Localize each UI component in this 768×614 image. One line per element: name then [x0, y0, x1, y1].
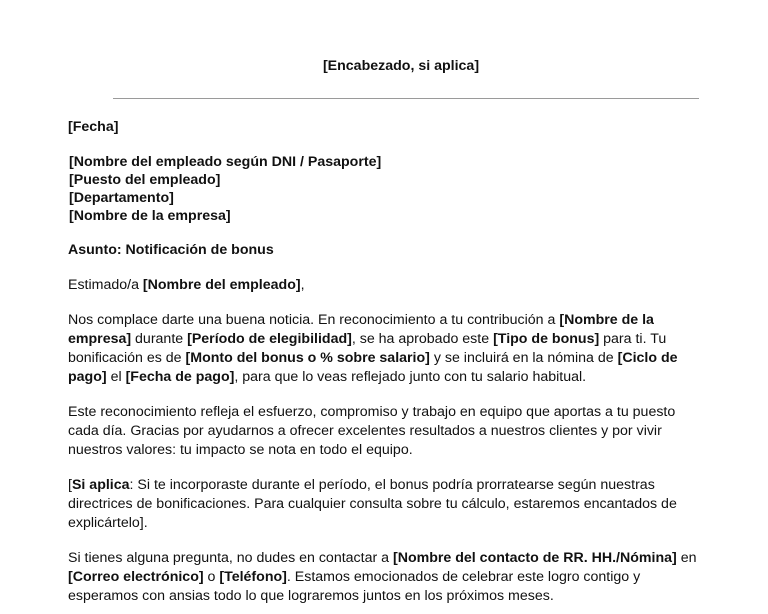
- header-divider: [113, 98, 699, 99]
- recipient-position: [Puesto del empleado]: [69, 172, 221, 188]
- subject-line: Asunto: Notificación de bonus: [68, 242, 274, 258]
- greeting: Estimado/a [Nombre del empleado],: [68, 277, 305, 293]
- letter-body: [68, 118, 708, 606]
- letter-date: [68, 118, 708, 137]
- recipient-block: [69, 153, 708, 225]
- paragraph-bonus-details: Nos complace darte una buena noticia. En reconocimiento a tu contribución a [Nombre de la empresa] durante [Período de elegibilidad], se ha aprobado este [Tipo de bonus] para ti. Tu bonificación es de [Monto del bonus o % sobre salario] y se incluirá en la nómina de [Ciclo de pago] el [Fecha de pago], para que lo veas reflejado junto con tu salario habitual.: [68, 312, 678, 385]
- paragraph-proration: [Si aplica: Si te incorporaste durante el período, el bonus podría prorratearse según nuestras directrices de bonificaciones. Para cualquier consulta sobre tu cálculo, estaremos encantados de explicártelo].: [68, 477, 677, 531]
- paragraph-recognition: Este reconocimiento refleja el esfuerzo, compromiso y trabajo en equipo que aportas a tu puesto cada día. Gracias por ayudarnos a ofrecer excelentes resultados a nuestros clientes y por vivir nuestros valores: tu impacto se nota en todo el equipo.: [68, 404, 676, 458]
- paragraph-contact: Si tienes alguna pregunta, no dudes en contactar a [Nombre del contacto de RR. HH./Nómina] en [Correo electrónico] o [Teléfono]. Estamos emocionados de celebrar este logro contigo y esperamos con ansias todo lo que lograremos juntos en los próximos meses.: [68, 550, 697, 604]
- greeting-name: [Nombre del empleado]: [142, 277, 301, 293]
- recipient-name: [Nombre del empleado según DNI / Pasaporte]: [69, 154, 382, 170]
- recipient-company: [Nombre de la empresa]: [69, 208, 231, 224]
- header-title: [Encabezado, si aplica]: [322, 58, 480, 74]
- date-placeholder: [Fecha]: [68, 119, 119, 135]
- recipient-department: [Departamento]: [69, 190, 174, 206]
